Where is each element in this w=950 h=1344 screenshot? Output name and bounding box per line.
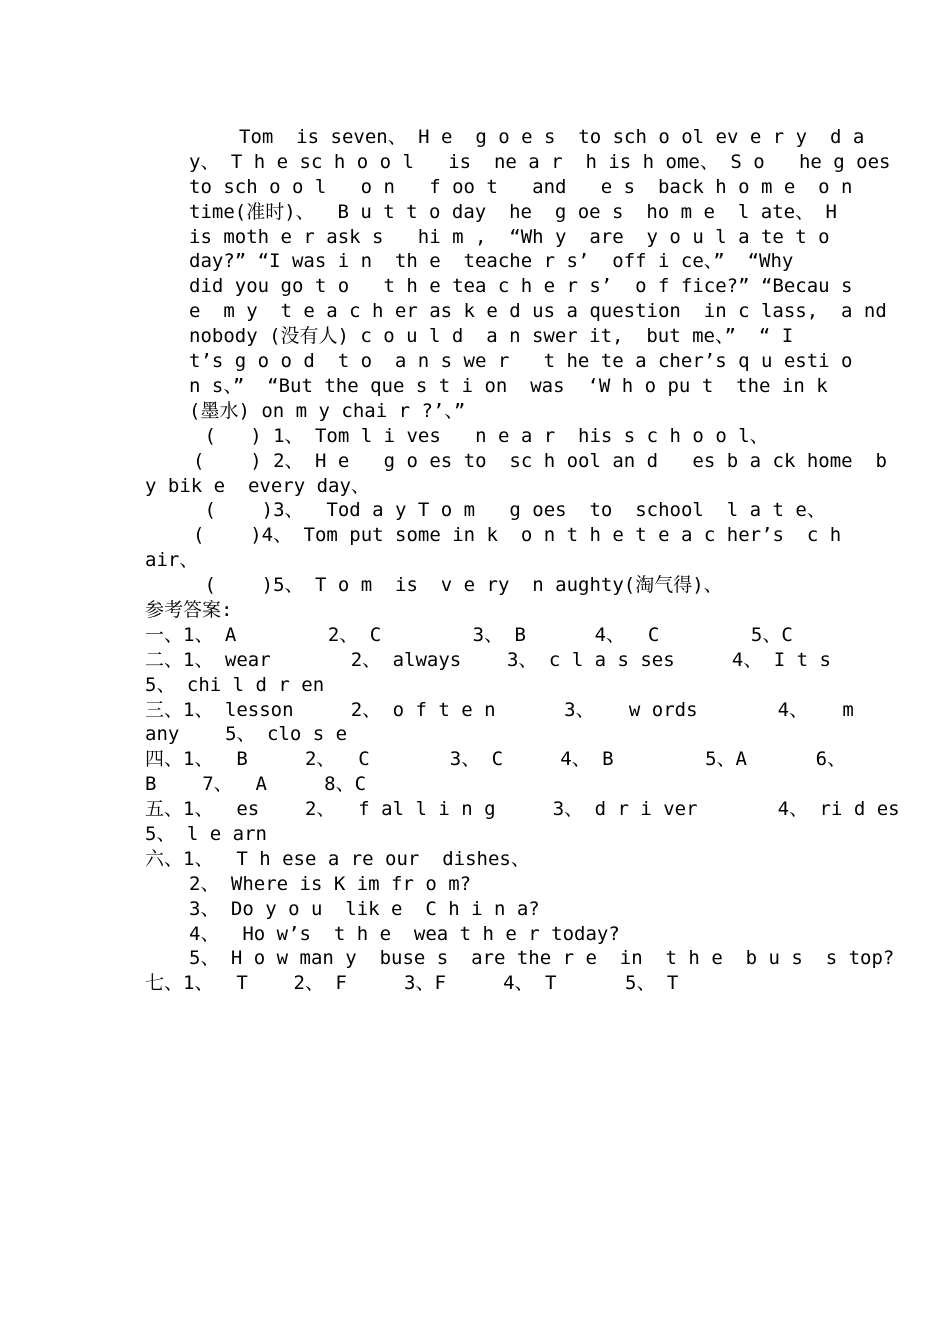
passage-line: n s、” “But the que s t i on was ‘W h o pu t the in k (189, 375, 828, 397)
passage-line: t’s g o o d t o a n s we r t he te a cher’s q u esti o (189, 350, 853, 372)
question-item-continuation: y bik e every day、 (145, 475, 370, 497)
answer-line: any 5、 clo s e (145, 723, 348, 745)
answer-line: 五、1、 es 2、 f al l i n g 3、 d r i ver 4、 ri d es (145, 798, 900, 820)
answer-line: 四、1、 B 2、 C 3、 C 4、 B 5、A 6、 (145, 748, 847, 770)
answer-line: 5、 chi l d r en (145, 674, 325, 696)
answer-line: B 7、 A 8、C (145, 773, 367, 795)
passage-line: e m y t e a c h er as k e d us a question in c lass, a nd (189, 300, 887, 322)
answer-line: 六、1、 T h ese a re our dishes、 (145, 848, 530, 870)
question-item: ( )5、 T o m is v e ry n aughty(淘气得)、 (193, 574, 723, 596)
question-item: ( ) 1、 Tom l i ves n e a r his s c h o o l、 (193, 425, 769, 447)
answer-line: 5、 l e arn (145, 823, 267, 845)
answer-line: 一、1、 A 2、 C 3、 B 4、 C 5、C (145, 624, 793, 646)
answer-line: 三、1、 lesson 2、 o f t e n 3、 w ords 4、 m (145, 699, 854, 721)
passage-line: time(准时)、 B u t t o day he g oe s ho m e l ate、 H (189, 201, 837, 223)
passage-line: (墨水) on m y chai r ?’、” (189, 400, 466, 422)
question-item-continuation: air、 (145, 549, 199, 571)
answer-line: 5、 H o w man y buse s are the r e in t h e b u s s top? (189, 947, 895, 969)
question-item: ( )4、 Tom put some in k o n t h e t e a c her’s c h (193, 524, 842, 546)
answer-line: 二、1、 wear 2、 always 3、 c l a s ses 4、 I t s (145, 649, 831, 671)
passage-line: nobody (没有人) c o u l d a n swer it, but me、” “ I (189, 325, 794, 347)
answer-line: 2、 Where is K im fr o m? (189, 873, 472, 895)
passage-line: did you go t o t h e tea c h e r s’ o f fice?” “Becau s (189, 275, 853, 297)
answer-line: 3、 Do y o u lik e C h i n a? (189, 898, 540, 920)
passage-line: to sch o o l o n f oo t and e s back h o m e o n (189, 176, 853, 198)
passage-line: Tom is seven、 H e g o e s to sch o ol ev e r y d a (239, 126, 865, 148)
question-item: ( ) 2、 H e g o es to sc h ool an d es b a ck home b (193, 450, 887, 472)
passage-line: day?” “I was i n th e teache r s’ off i ce、” “Why (189, 250, 794, 272)
answer-line: 4、 Ho w’s t h e wea t h e r today? (189, 923, 620, 945)
question-item: ( )3、 Tod a y T o m g oes to school l a t e、 (193, 499, 826, 521)
answer-line: 七、1、 T 2、 F 3、F 4、 T 5、 T (145, 972, 679, 994)
answers-heading: 参考答案: (145, 599, 233, 621)
passage-line: y、 T h e sc h o o l is ne a r h is h ome、 S o he g oes (189, 151, 891, 173)
passage-line: is moth e r ask s hi m , “Wh y are y o u l a te t o (189, 226, 830, 248)
